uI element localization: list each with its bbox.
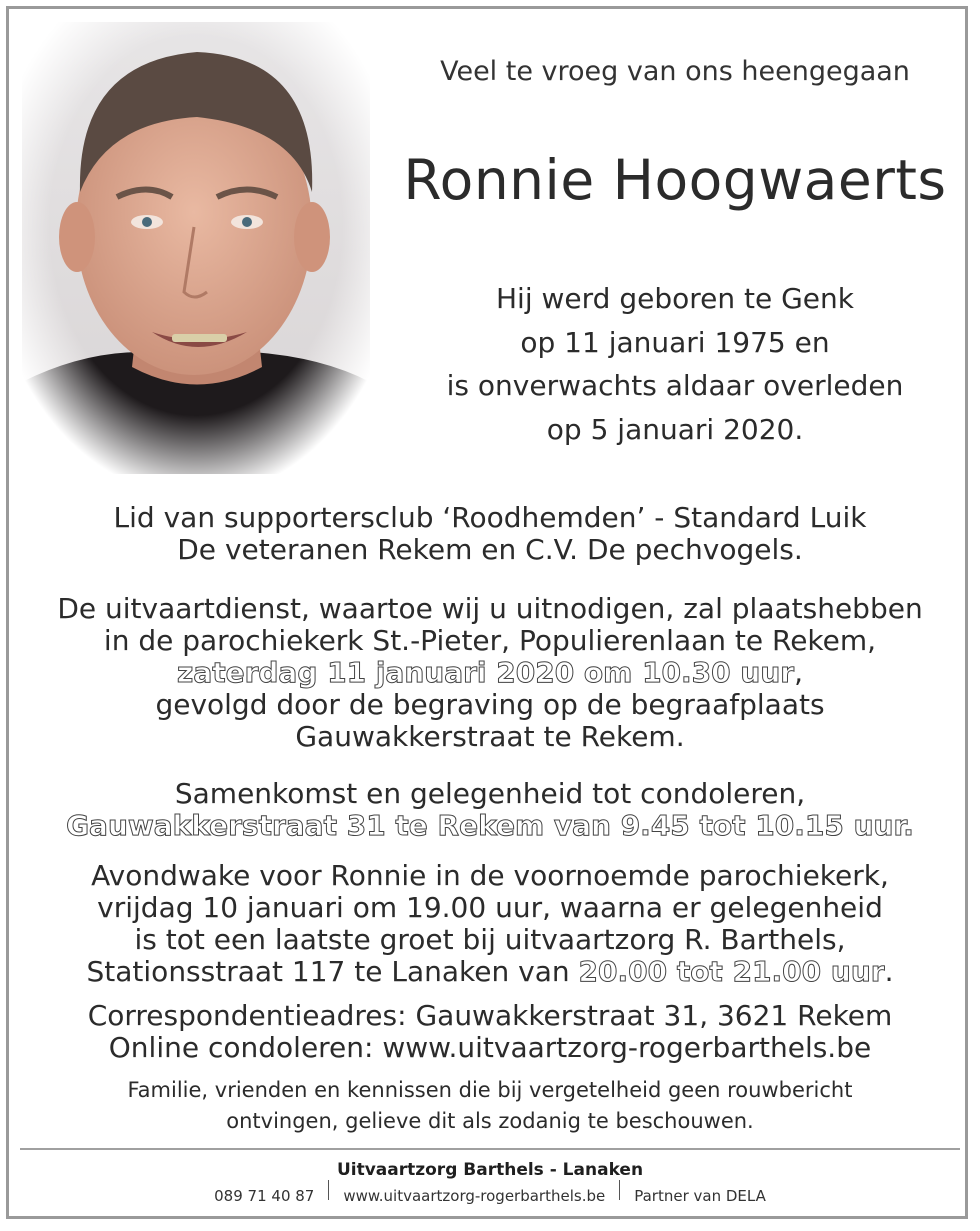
birth-line: Hij werd geboren te Genk: [496, 282, 854, 315]
punctuation: .: [884, 955, 894, 988]
obituary-subtitle: Veel te vroeg van ons heengegaan: [440, 56, 910, 87]
correspondence-address: Correspondentieadres: Gauwakkerstraat 31, 3621 Rekem: [87, 999, 893, 1032]
contact-info: [10, 1000, 970, 1064]
portrait-photo: [22, 22, 370, 474]
wake-time: 20.00 tot 21.00 uur: [578, 955, 885, 988]
ceremony-line: Gauwakkerstraat te Rekem.: [295, 720, 685, 753]
notice-line: Familie, vrienden en kennissen die bij vergetelheid geen rouwbericht: [127, 1078, 853, 1102]
footer-contact-row: [10, 1186, 970, 1206]
online-condolence-link[interactable]: Online condoleren: www.uitvaartzorg-rogerbarthels.be: [108, 1031, 872, 1064]
ceremony-line: in de parochiekerk St.-Pieter, Populierenlaan te Rekem,: [103, 624, 877, 657]
ceremony-line: De uitvaartdienst, waartoe wij u uitnodigen, zal plaatshebben: [57, 592, 923, 625]
condolence-gathering: [10, 778, 970, 842]
wake-location: Stationsstraat 117 te Lanaken van: [86, 955, 579, 988]
wake-line: is tot een laatste groet bij uitvaartzorg R. Barthels,: [134, 923, 846, 956]
footer-partner: Partner van DELA: [634, 1187, 766, 1205]
footer-website-link[interactable]: www.uitvaartzorg-rogerbarthels.be: [343, 1187, 606, 1205]
wake-details: [10, 860, 970, 988]
wake-time-line: [10, 956, 970, 988]
ceremony-datetime-line: [10, 657, 970, 689]
notice-text: [10, 1075, 970, 1137]
death-date-line: op 5 januari 2020.: [546, 412, 804, 446]
gathering-line: Samenkomst en gelegenheid tot condoleren,: [174, 777, 806, 810]
death-line: is onverwachts aldaar overleden: [446, 369, 904, 402]
club-memberships: [10, 502, 970, 566]
funeral-ceremony: [10, 593, 970, 753]
gathering-address-time: Gauwakkerstraat 31 te Rekem van 9.45 tot 10.15 uur.: [66, 809, 914, 842]
club-line: De veteranen Rekem en C.V. De pechvogels.: [177, 533, 803, 566]
ceremony-datetime: zaterdag 11 januari 2020 om 10.30 uur: [177, 656, 795, 689]
club-line: Lid van supportersclub ‘Roodhemden’ - Standard Luik: [113, 501, 867, 534]
footer-separator: [328, 1180, 329, 1200]
birth-death-details: [380, 277, 970, 451]
funeral-home-name: Uitvaartzorg Barthels - Lanaken: [336, 1160, 644, 1180]
ceremony-line: gevolgd door de begraving op de begraafplaats: [155, 688, 825, 721]
punctuation: ,: [794, 656, 803, 689]
birth-date-line: op 11 januari 1975 en: [520, 325, 830, 359]
footer-divider: [20, 1148, 960, 1150]
wake-line: Avondwake voor Ronnie in de voornoemde parochiekerk,: [91, 859, 889, 892]
notice-line: ontvingen, gelieve dit als zodanig te beschouwen.: [226, 1109, 754, 1133]
footer-phone[interactable]: 089 71 40 87: [214, 1187, 315, 1205]
footer-separator: [619, 1180, 620, 1200]
wake-line: vrijdag 10 januari om 19.00 uur, waarna er gelegenheid: [97, 891, 883, 924]
deceased-name: Ronnie Hoogwaerts: [403, 148, 947, 212]
